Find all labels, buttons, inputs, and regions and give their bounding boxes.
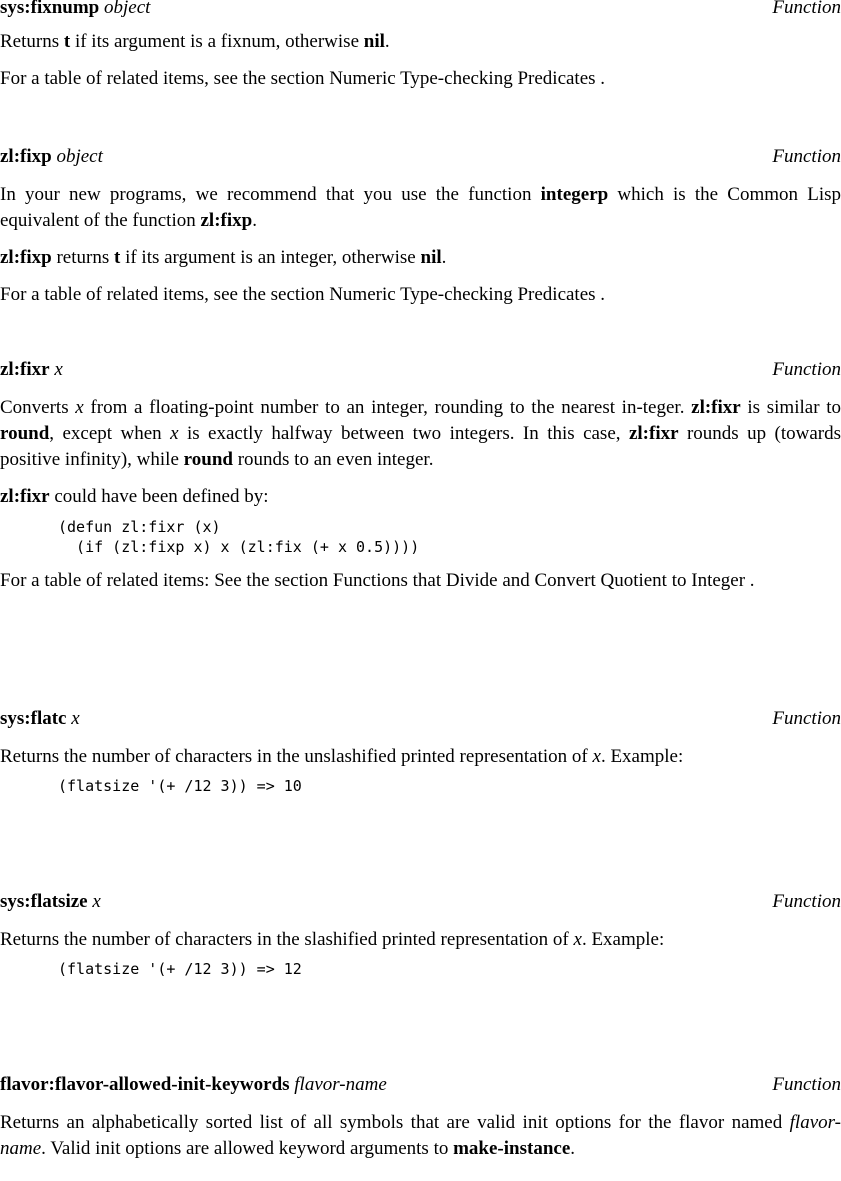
see-also: For a table of related items, see the section Numeric Type-checking Predicates . [0,284,606,305]
entry-heading [0,0,841,20]
description-2: zl:fixr could have been defined by: [0,486,269,507]
function-arg: flavor-name [294,1074,387,1095]
description: Converts x from a floating-point number to an integer, rounding to the nearest in-teger. zl:fixr is similar to round, except when x is exactly halfway between two integers. In this case, zl:fixr rounds up (towards positive infinity), while round rounds to an even integer. [0,397,841,470]
entry-heading [0,358,841,382]
description-2: zl:fixp returns t if its argument is an integer, otherwise nil. [0,247,447,268]
function-name: sys:flatsize [0,891,88,912]
see-also: For a table of related items, see the section Numeric Type-checking Predicates . [0,68,606,89]
function-arg: x [71,708,80,729]
entry-kind: Function [772,359,841,380]
entry-zl-fixr [0,358,841,594]
code-example: (flatsize '(+ /12 3)) => 10 [58,777,302,795]
entry-sys-fixnump [0,0,841,92]
entry-heading [0,707,841,731]
entry-kind: Function [772,1074,841,1095]
entry-sys-flatsize [0,890,841,979]
description: Returns the number of characters in the slashified printed representation of x. Example: [0,929,665,950]
entry-zl-fixp [0,145,841,308]
entry-heading [0,1073,841,1097]
entry-heading [0,890,841,914]
entry-kind: Function [772,0,841,18]
function-arg: x [92,891,101,912]
entry-kind: Function [772,891,841,912]
description: Returns the number of characters in the unslashified printed representation of x. Example: [0,746,684,767]
see-also: For a table of related items: See the section Functions that Divide and Convert Quotient to Integer . [0,570,755,591]
function-name: sys:flatc [0,708,67,729]
function-arg: object [56,146,103,167]
description: In your new programs, we recommend that you use the function integerp which is the Common Lisp equivalent of the function zl:fixp. [0,184,841,231]
entry-sys-flatc [0,707,841,796]
entry-kind: Function [772,708,841,729]
description: Returns t if its argument is a fixnum, otherwise nil. [0,31,390,52]
function-arg: object [104,0,151,18]
code-example: (defun zl:fixr (x) (if (zl:fixp x) x (zl:fix (+ x 0.5)))) [58,518,420,556]
function-arg: x [54,359,63,380]
entry-heading [0,145,841,169]
entry-flavor-allowed-init-keywords [0,1073,841,1162]
function-name: flavor:flavor-allowed-init-keywords [0,1074,290,1095]
code-example: (flatsize '(+ /12 3)) => 12 [58,960,302,978]
function-name: sys:fixnump [0,0,100,18]
description: Returns an alphabetically sorted list of all symbols that are valid init options for the flavor named flavor-name. Valid init options are allowed keyword arguments to make-instance. [0,1112,841,1159]
entry-kind: Function [772,146,841,167]
function-name: zl:fixr [0,359,50,380]
function-name: zl:fixp [0,146,52,167]
